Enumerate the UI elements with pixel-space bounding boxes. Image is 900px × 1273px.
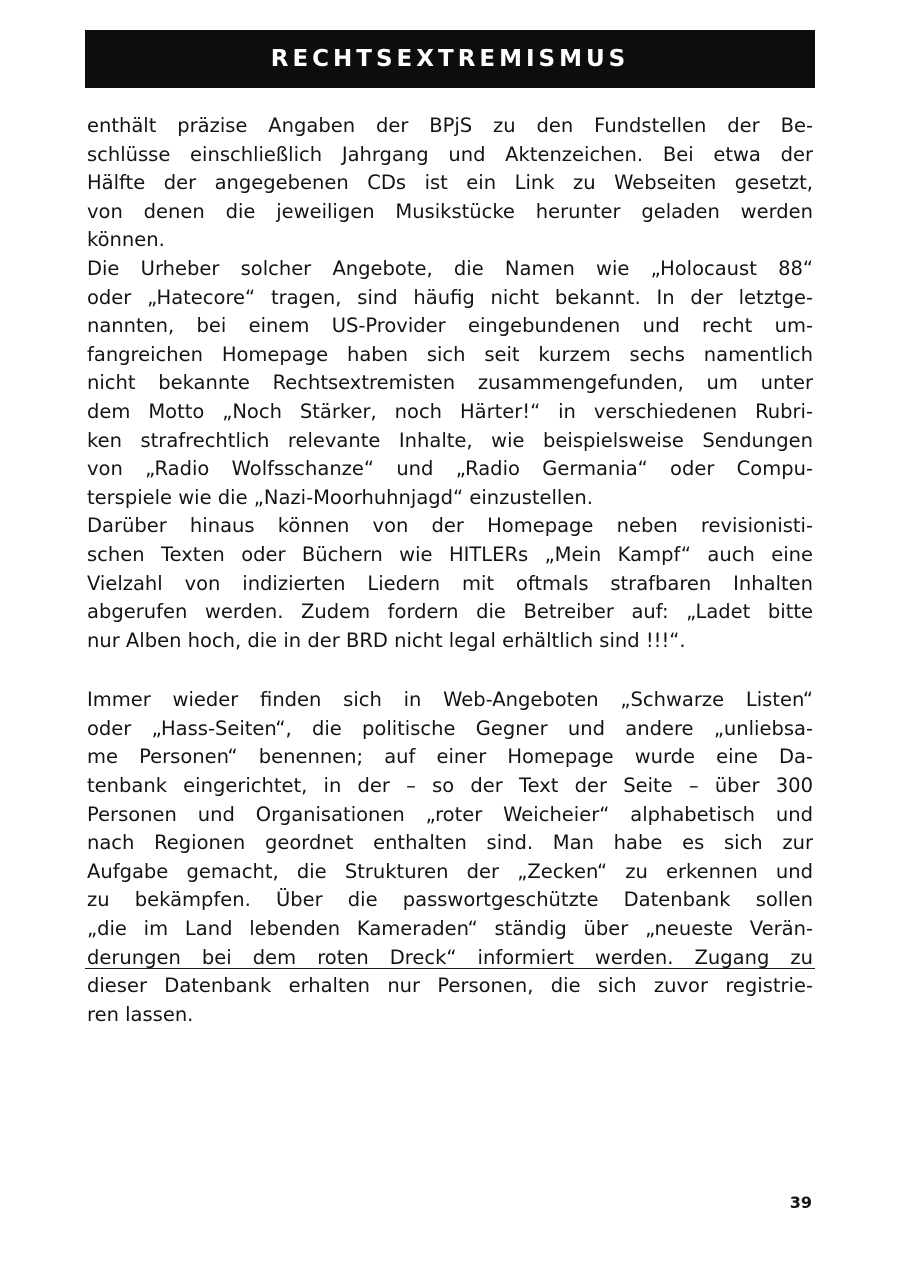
paragraph-2: [87, 255, 813, 512]
text-line: dem Motto „Noch Stärker, noch Härter!“ in verschiedenen Rubri-: [87, 399, 813, 423]
text-line: von denen die jeweiligen Musikstücke herunter geladen werden: [87, 199, 813, 223]
text-line: Vielzahl von indizierten Liedern mit oftmals strafbaren Inhalten: [87, 571, 813, 595]
text-line: oder „Hass-Seiten“, die politische Gegner und andere „unliebsa-: [87, 716, 813, 740]
paragraph-4: [87, 686, 813, 1029]
text-line: enthält präzise Angaben der BPjS zu den Fundstellen der Be-: [87, 114, 813, 137]
text-line: Darüber hinaus können von der Homepage neben revisionisti-: [87, 514, 813, 538]
text-line: nach Regionen geordnet enthalten sind. Man habe es sich zur: [87, 831, 813, 855]
text-line: nicht bekannte Rechtsextremisten zusammengefunden, um unter: [87, 371, 813, 395]
page-number: 39: [789, 1193, 812, 1212]
text-line: fangreichen Homepage haben sich seit kurzem sechs namentlich: [87, 342, 813, 366]
paragraph-spacer: [87, 655, 813, 686]
text-line: Aufgabe gemacht, die Strukturen der „Zecken“ zu erkennen und: [87, 859, 813, 883]
footer-divider: [85, 968, 815, 969]
text-line: schlüsse einschließlich Jahrgang und Aktenzeichen. Bei etwa der: [87, 142, 813, 166]
text-line: abgerufen werden. Zudem fordern die Betreiber auf: „Ladet bitte: [87, 600, 813, 624]
text-line: zu bekämpfen. Über die passwortgeschützte Datenbank sollen: [87, 888, 813, 912]
paragraph-1: [87, 112, 813, 255]
text-line: tenbank eingerichtet, in der – so der Text der Seite – über 300: [87, 774, 813, 798]
body-text: [87, 112, 813, 1029]
text-line: dieser Datenbank erhalten nur Personen, die sich zuvor registrie-: [87, 974, 813, 998]
text-line: Personen und Organisationen „roter Weicheier“ alphabetisch und: [87, 802, 813, 826]
text-line: Immer wieder finden sich in Web-Angeboten „Schwarze Listen“: [87, 688, 813, 712]
section-header-bar: [85, 30, 815, 88]
text-line: schen Texten oder Büchern wie HITLERs „Mein Kampf“ auch eine: [87, 542, 813, 566]
text-line: können.: [87, 228, 165, 252]
text-line: me Personen“ benennen; auf einer Homepage wurde eine Da-: [87, 745, 813, 769]
text-line: „die im Land lebenden Kameraden“ ständig über „neueste Verän-: [87, 917, 813, 941]
text-line: oder „Hatecore“ tragen, sind häufig nicht bekannt. In der letztge-: [87, 285, 813, 309]
paragraph-3: [87, 512, 813, 655]
section-title: RECHTSEXTREMISMUS: [270, 46, 630, 72]
text-line: Hälfte der angegebenen CDs ist ein Link zu Webseiten gesetzt,: [87, 171, 813, 195]
text-line: Die Urheber solcher Angebote, die Namen wie „Holocaust 88“: [87, 256, 813, 280]
text-line: derungen bei dem roten Dreck“ informiert werden. Zugang zu: [87, 945, 813, 969]
text-line: ren lassen.: [87, 1002, 194, 1026]
text-line: terspiele wie die „Nazi-Moorhuhnjagd“ einzustellen.: [87, 485, 593, 509]
text-line: nur Alben hoch, die in der BRD nicht legal erhältlich sind !!!“.: [87, 628, 686, 652]
text-line: ken strafrechtlich relevante Inhalte, wie beispielsweise Sendungen: [87, 428, 813, 452]
text-line: von „Radio Wolfsschanze“ und „Radio Germania“ oder Compu-: [87, 457, 813, 481]
text-line: nannten, bei einem US-Provider eingebundenen und recht um-: [87, 314, 813, 338]
